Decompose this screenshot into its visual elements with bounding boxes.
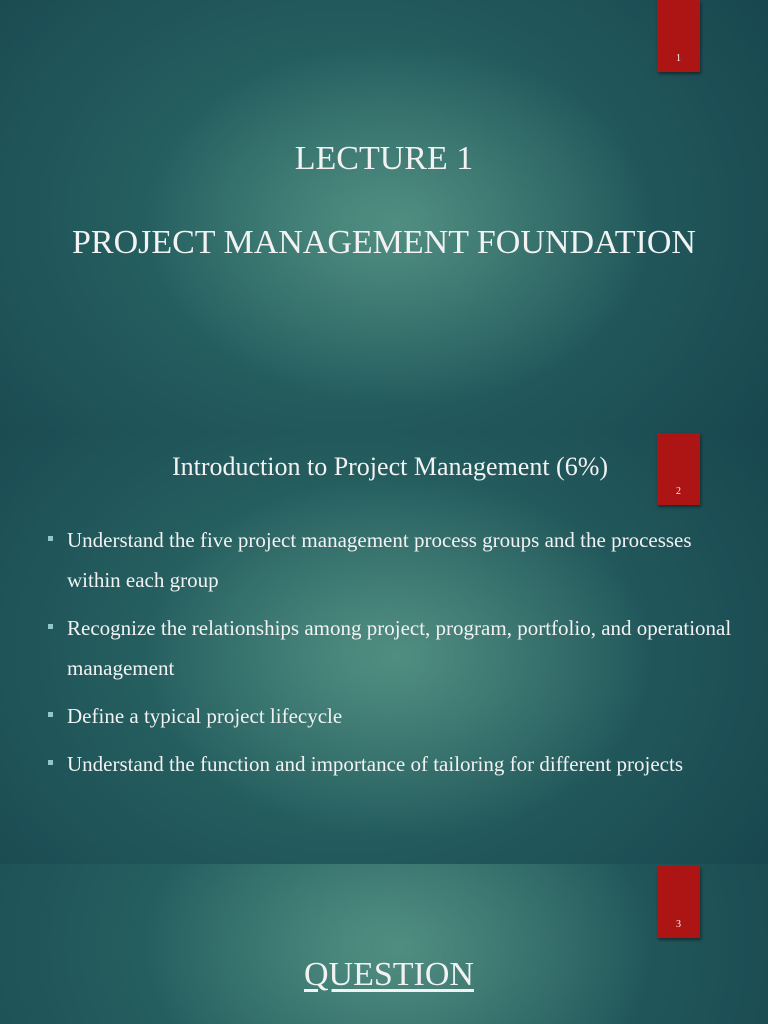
list-item bbox=[48, 696, 748, 736]
lecture-title: LECTURE 1 bbox=[294, 140, 474, 177]
slide-number-tag bbox=[657, 866, 700, 938]
slide-1 bbox=[0, 0, 768, 432]
slide-3 bbox=[0, 864, 768, 1024]
square-bullet-icon bbox=[48, 712, 53, 717]
square-bullet-icon bbox=[48, 624, 53, 629]
slide-number-tag bbox=[657, 0, 700, 72]
slide-number: 1 bbox=[676, 53, 681, 64]
list-item-text: Recognize the relationships among project, program, portfolio, and operational management bbox=[67, 616, 732, 680]
list-item bbox=[48, 744, 748, 784]
course-title: PROJECT MANAGEMENT FOUNDATION bbox=[71, 224, 696, 261]
list-item-text: Understand the function and importance of tailoring for different projects bbox=[67, 752, 683, 776]
list-item bbox=[48, 608, 748, 688]
slide-2 bbox=[0, 432, 768, 864]
square-bullet-icon bbox=[48, 760, 53, 765]
slide-number: 2 bbox=[676, 486, 681, 497]
slide-heading: Introduction to Project Management (6%) bbox=[171, 452, 609, 481]
square-bullet-icon bbox=[48, 536, 53, 541]
list-item-text: Define a typical project lifecycle bbox=[67, 704, 343, 728]
list-item-text: Understand the five project management process groups and the processes within each group bbox=[67, 528, 692, 592]
bullet-list bbox=[48, 520, 748, 792]
slide-title: QUESTION bbox=[304, 956, 474, 993]
slide-number: 3 bbox=[676, 919, 681, 930]
list-item bbox=[48, 520, 748, 600]
